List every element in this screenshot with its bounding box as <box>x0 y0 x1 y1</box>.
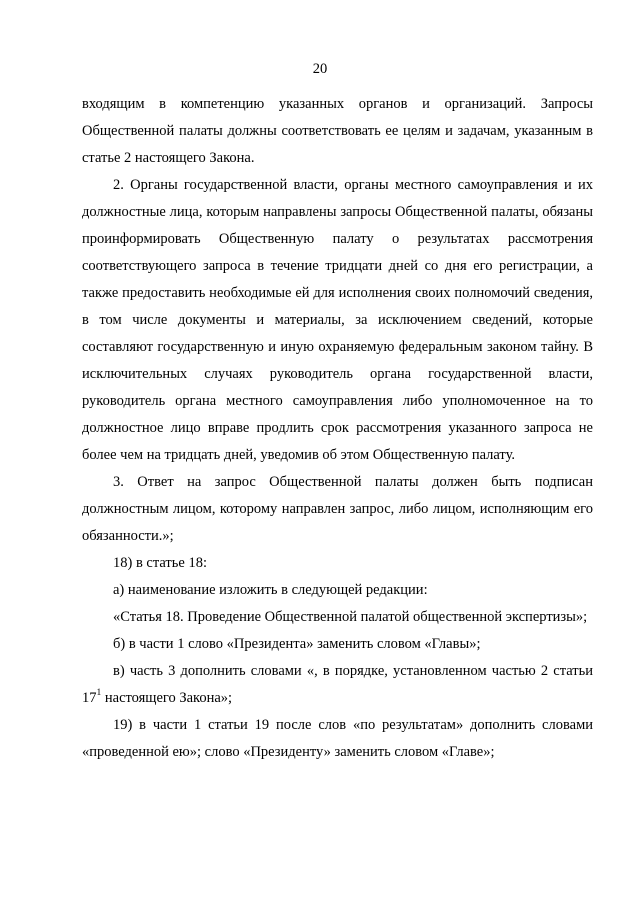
paragraph-continuation: входящим в компетенцию указанных органов и организаций. Запросы Общественной палаты должны соответствовать ее целям и задачам, указанным в статье 2 настоящего Закона. <box>82 96 593 166</box>
document-body <box>82 91 593 766</box>
paragraph-item-18: 18) в статье 18: <box>113 555 207 571</box>
paragraph-item-2: 2. Органы государственной власти, органы местного самоуправления и их должностные лица, которым направлены запросы Общественной палаты, обязаны проинформировать Общественную палату о результатах рассмотрения соответствующего запроса в течение тридцати дней со дня его регистрации, а также предоставить необходимые ей для исполнения своих полномочий сведения, в том числе документы и материалы, за исключением сведений, которые составляют государственную и иную охраняемую федеральным законом тайну. В исключительных случаях руководитель органа государственной власти, руководитель органа местного самоуправления либо уполномоченное на то должностное лицо вправе продлить срок рассмотрения указанного запроса не более чем на тридцать дней, уведомив об этом Общественную палату. <box>82 177 593 463</box>
paragraph-item-18v-text-b: настоящего Закона»; <box>101 690 233 706</box>
paragraph-item-19: 19) в части 1 статьи 19 после слов «по результатам» дополнить словами «проведенной ею»; слово «Президенту» заменить словом «Главе»; <box>82 717 593 760</box>
paragraph-item-3: 3. Ответ на запрос Общественной палаты должен быть подписан должностным лицом, которому направлен запрос, либо лицом, исполняющим его обязанности.»; <box>82 474 593 544</box>
article-superscript: 1 <box>96 688 102 699</box>
paragraph-item-18a: а) наименование изложить в следующей редакции: <box>113 582 428 598</box>
paragraph-article-18-title: «Статья 18. Проведение Общественной палатой общественной экспертизы»; <box>113 609 588 625</box>
paragraph-item-18b: б) в части 1 слово «Президента» заменить словом «Главы»; <box>113 636 481 652</box>
page-number: 20 <box>312 61 328 77</box>
paragraph-item-18v-text-a: в) часть 3 дополнить словами «, в порядке, установленном частью 2 статьи 17 <box>82 663 593 706</box>
paragraph-item-18v <box>82 658 593 712</box>
